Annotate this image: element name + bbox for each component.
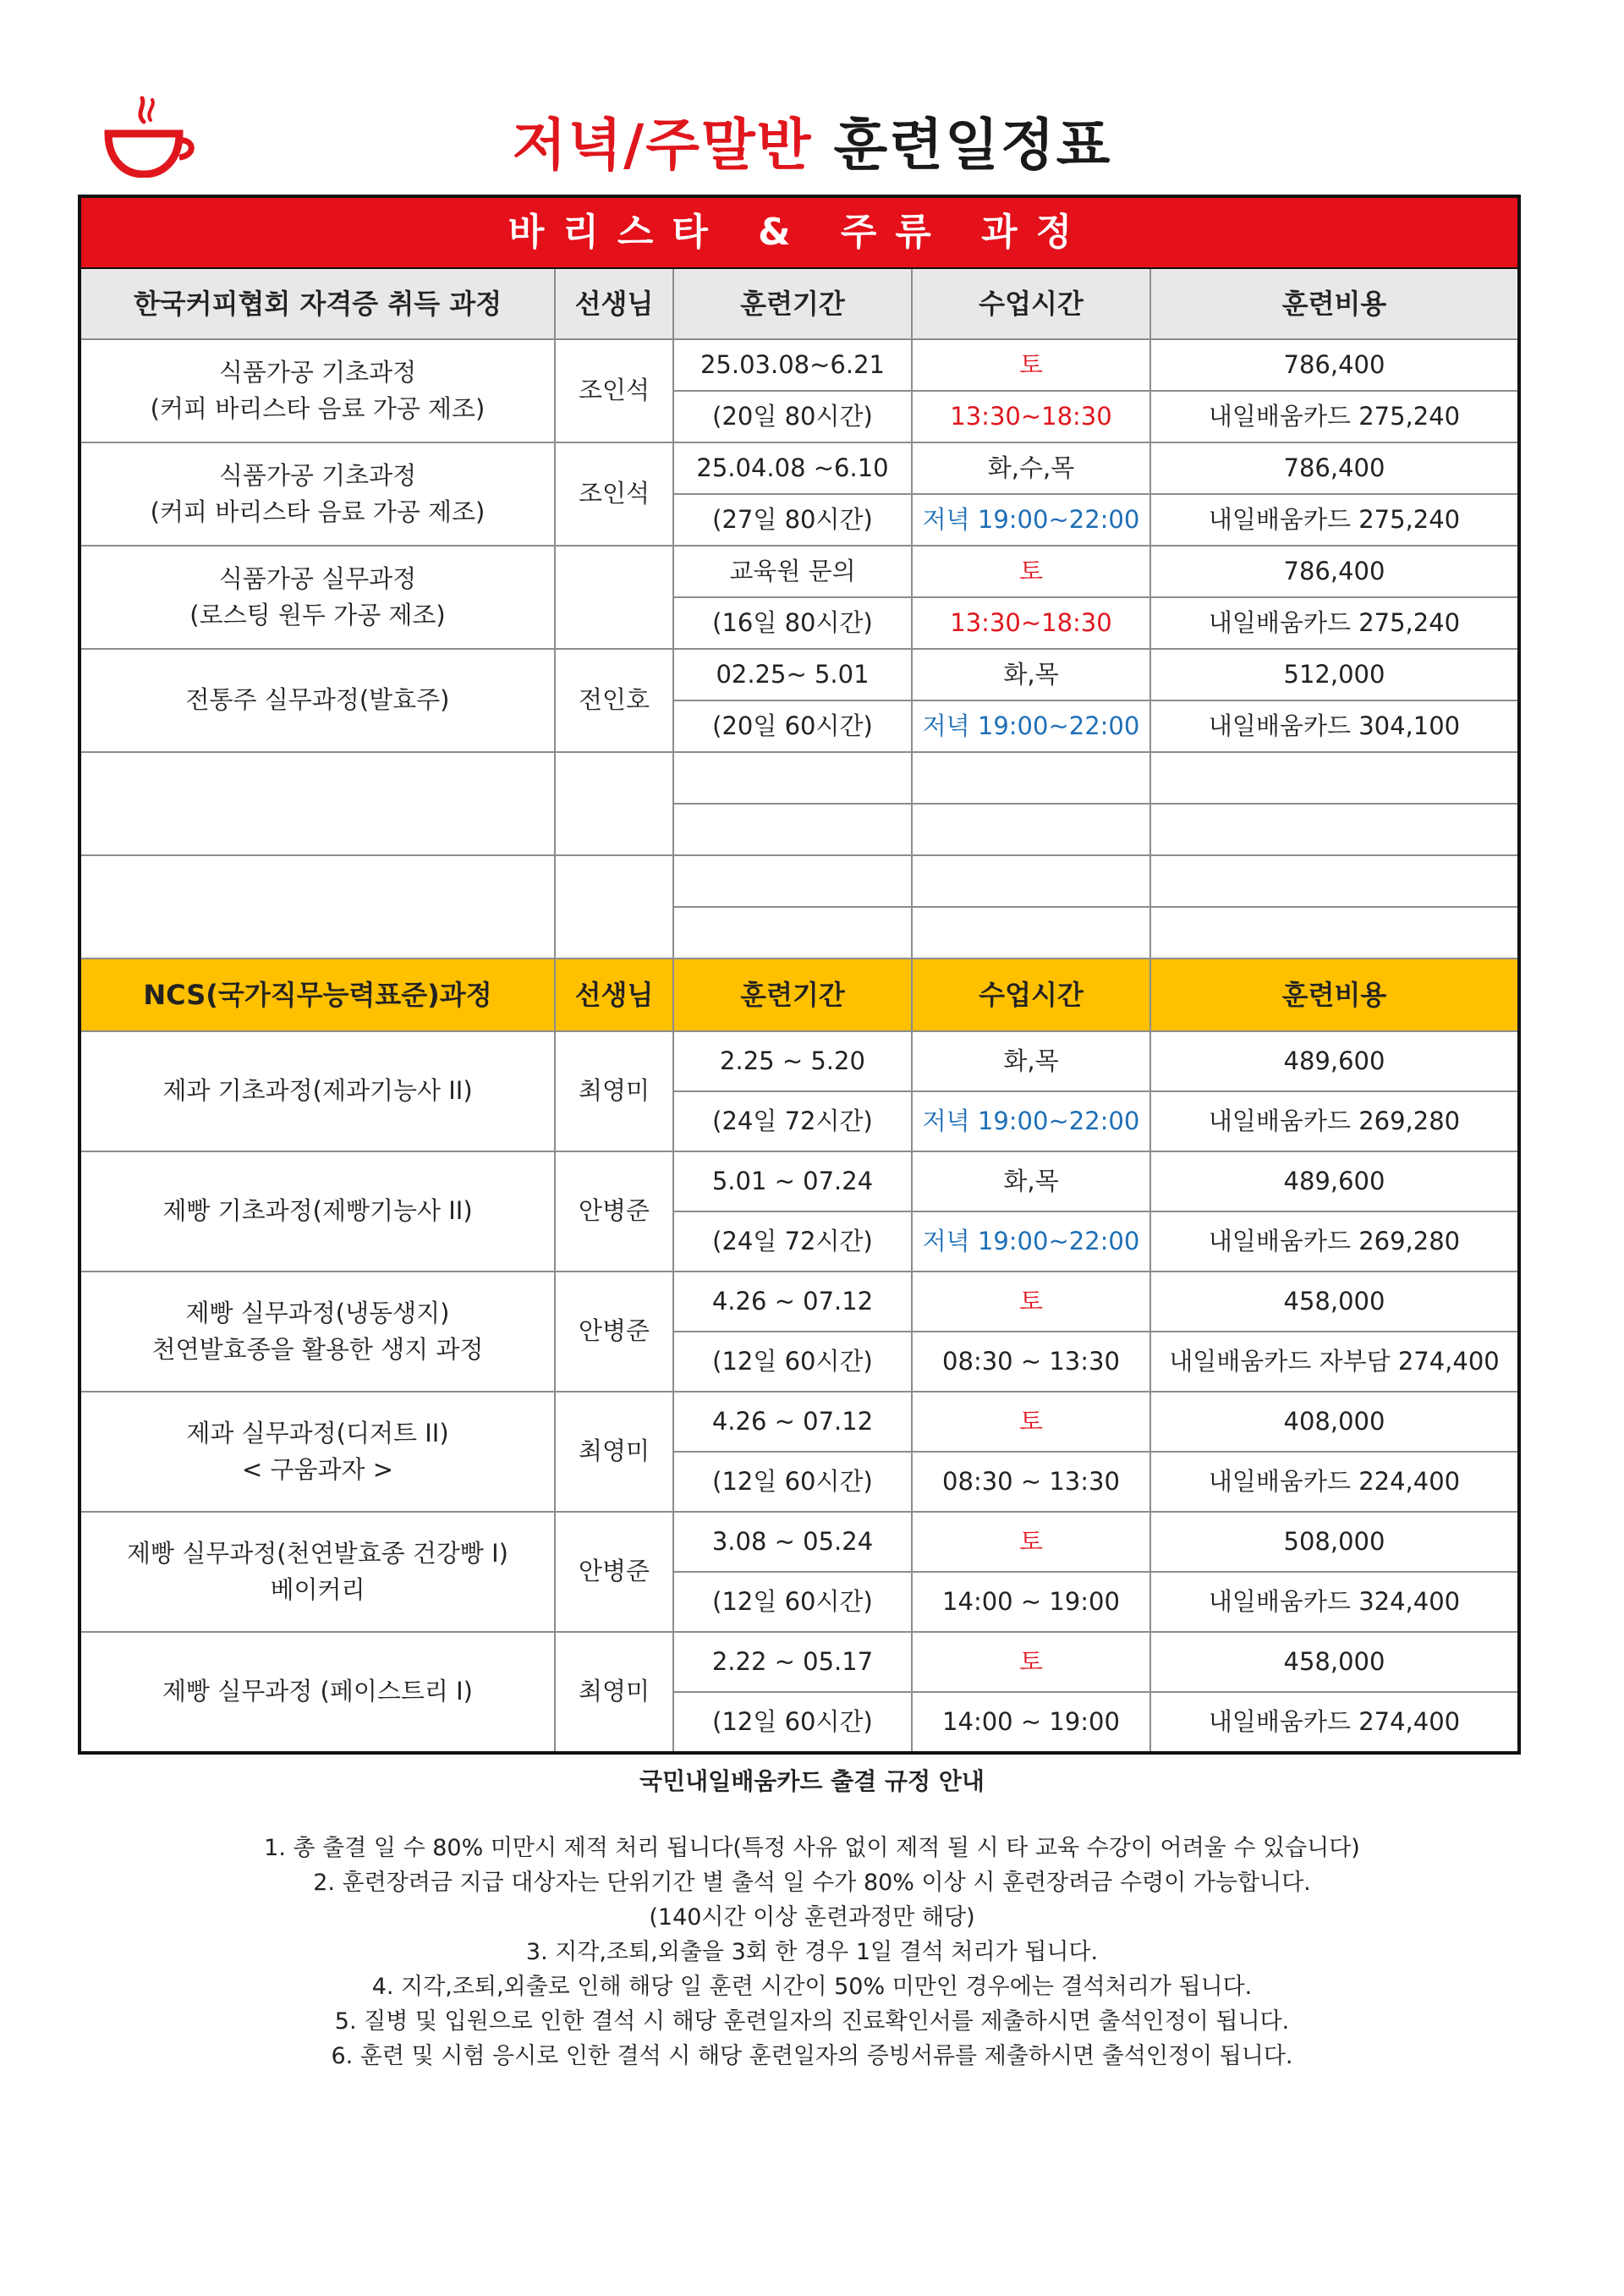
course-name: 식품가공 기초과정 (커피 바리스타 음료 가공 제조) — [80, 442, 555, 546]
teacher: 최영미 — [555, 1031, 673, 1151]
page-title — [0, 100, 1624, 180]
class-time: 14:00 ~ 19:00 — [912, 1692, 1150, 1753]
notice-item: 4. 지각,조퇴,외출로 인해 해당 일 훈련 시간이 50% 미만인 경우에는 결석처리가 됩니다. — [371, 1974, 1253, 2000]
notice-item: 3. 지각,조퇴,외출을 3회 한 경우 1일 결석 처리가 됩니다. — [525, 1939, 1099, 1965]
class-time: 13:30~18:30 — [912, 391, 1150, 442]
cost-total: 489,600 — [1150, 1031, 1519, 1091]
period-length: (20일 60시간) — [673, 700, 912, 752]
teacher: 최영미 — [555, 1632, 673, 1753]
notice-item: 2. 훈련장려금 지급 대상자는 단위기간 별 출석 일 수가 80% 이상 시 훈련장려금 수령이 가능합니다. — [313, 1870, 1311, 1896]
header-time: 수업시간 — [912, 268, 1150, 339]
section-banner — [80, 196, 1519, 268]
class-days: 토 — [912, 1272, 1150, 1332]
teacher: 전인호 — [555, 649, 673, 752]
table-row — [80, 442, 1519, 494]
class-days: 화,목 — [912, 649, 1150, 700]
teacher: 안병준 — [555, 1272, 673, 1392]
course-name: 식품가공 실무과정 (로스팅 원두 가공 제조) — [80, 546, 555, 649]
teacher — [555, 546, 673, 649]
class-days: 토 — [912, 1392, 1150, 1452]
teacher: 최영미 — [555, 1392, 673, 1512]
period-dates: 5.01 ~ 07.24 — [673, 1151, 912, 1211]
course-name: 제과 기초과정(제과기능사 II) — [80, 1031, 555, 1151]
period-length: (12일 60시간) — [673, 1692, 912, 1753]
cost-card: 내일배움카드 269,280 — [1150, 1091, 1519, 1151]
period-length: (27일 80시간) — [673, 494, 912, 546]
cost-card: 내일배움카드 275,240 — [1150, 494, 1519, 546]
cost-total: 489,600 — [1150, 1151, 1519, 1211]
table-row — [80, 1632, 1519, 1692]
course-name: 제과 실무과정(디저트 II) < 구움과자 > — [80, 1392, 555, 1512]
notice-item: 6. 훈련 및 시험 응시로 인한 결석 시 해당 훈련일자의 증빙서류를 제출하시면 출석인정이 됩니다. — [331, 2043, 1293, 2069]
header-time: 수업시간 — [912, 958, 1150, 1031]
teacher: 조인석 — [555, 339, 673, 442]
header-course: NCS(국가직무능력표준)과정 — [80, 958, 555, 1031]
cost-card: 내일배움카드 자부담 274,400 — [1150, 1332, 1519, 1392]
empty-row — [80, 855, 1519, 907]
class-time: 저녁 19:00~22:00 — [912, 494, 1150, 546]
notice-item: 5. 질병 및 입원으로 인한 결석 시 해당 훈련일자의 진료확인서를 제출하시면 출석인정이 됩니다. — [334, 2008, 1290, 2035]
class-time: 08:30 ~ 13:30 — [912, 1452, 1150, 1512]
cost-total: 458,000 — [1150, 1272, 1519, 1332]
header-teacher: 선생님 — [555, 268, 673, 339]
cost-total: 786,400 — [1150, 442, 1519, 494]
cost-card: 내일배움카드 324,400 — [1150, 1572, 1519, 1632]
period-dates: 25.03.08~6.21 — [673, 339, 912, 391]
class-time: 13:30~18:30 — [912, 597, 1150, 649]
period-dates: 02.25~ 5.01 — [673, 649, 912, 700]
class-days: 화,목 — [912, 1151, 1150, 1211]
cost-card: 내일배움카드 274,400 — [1150, 1692, 1519, 1753]
class-days: 토 — [912, 546, 1150, 597]
class-days: 화,수,목 — [912, 442, 1150, 494]
section1-header-row — [80, 268, 1519, 339]
cost-card: 내일배움카드 275,240 — [1150, 391, 1519, 442]
table-row — [80, 1031, 1519, 1091]
notice-title: 국민내일배움카드 출결 규정 안내 — [639, 1767, 985, 1795]
period-length: (12일 60시간) — [673, 1452, 912, 1512]
teacher: 조인석 — [555, 442, 673, 546]
cost-card: 내일배움카드 269,280 — [1150, 1211, 1519, 1272]
cost-total: 786,400 — [1150, 546, 1519, 597]
course-name: 식품가공 기초과정 (커피 바리스타 음료 가공 제조) — [80, 339, 555, 442]
header-period: 훈련기간 — [673, 958, 912, 1031]
class-days: 토 — [912, 1632, 1150, 1692]
table-row — [80, 1512, 1519, 1572]
cost-card: 내일배움카드 275,240 — [1150, 597, 1519, 649]
period-dates: 4.26 ~ 07.12 — [673, 1272, 912, 1332]
period-length: (12일 60시간) — [673, 1332, 912, 1392]
course-name: 제빵 기초과정(제빵기능사 II) — [80, 1151, 555, 1272]
schedule-table — [78, 195, 1521, 1755]
table-row — [80, 546, 1519, 597]
table-row — [80, 1272, 1519, 1332]
course-name: 제빵 실무과정(냉동생지) 천연발효종을 활용한 생지 과정 — [80, 1272, 555, 1392]
period-length: (24일 72시간) — [673, 1091, 912, 1151]
cost-total: 408,000 — [1150, 1392, 1519, 1452]
header-period: 훈련기간 — [673, 268, 912, 339]
table-row — [80, 649, 1519, 700]
section2-header-row — [80, 958, 1519, 1031]
cost-total: 512,000 — [1150, 649, 1519, 700]
period-dates: 교육원 문의 — [673, 546, 912, 597]
banner-title: 바리스타 & 주류 과정 — [80, 196, 1519, 268]
notice-list — [0, 1831, 1624, 2074]
period-dates: 2.25 ~ 5.20 — [673, 1031, 912, 1091]
class-time: 저녁 19:00~22:00 — [912, 1211, 1150, 1272]
cost-total: 458,000 — [1150, 1632, 1519, 1692]
period-length: (12일 60시간) — [673, 1572, 912, 1632]
table-row — [80, 1392, 1519, 1452]
header-teacher: 선생님 — [555, 958, 673, 1031]
table-row — [80, 339, 1519, 391]
header-cost: 훈련비용 — [1150, 958, 1519, 1031]
class-time: 저녁 19:00~22:00 — [912, 700, 1150, 752]
notice-item: (140시간 이상 훈련과정만 해당) — [649, 1904, 975, 1931]
class-time: 14:00 ~ 19:00 — [912, 1572, 1150, 1632]
class-days: 토 — [912, 1512, 1150, 1572]
header-cost: 훈련비용 — [1150, 268, 1519, 339]
header-course: 한국커피협회 자격증 취득 과정 — [80, 268, 555, 339]
course-name: 제빵 실무과정 (페이스트리 I) — [80, 1632, 555, 1753]
course-name: 제빵 실무과정(천연발효종 건강빵 I) 베이커리 — [80, 1512, 555, 1632]
period-length: (16일 80시간) — [673, 597, 912, 649]
class-days: 토 — [912, 339, 1150, 391]
title-main: 훈련일정표 — [833, 113, 1112, 178]
cost-total: 786,400 — [1150, 339, 1519, 391]
period-length: (24일 72시간) — [673, 1211, 912, 1272]
empty-row — [80, 752, 1519, 804]
period-dates: 3.08 ~ 05.24 — [673, 1512, 912, 1572]
teacher: 안병준 — [555, 1512, 673, 1632]
notice-item: 1. 총 출결 일 수 80% 미만시 제적 처리 됩니다(특정 사유 없이 제적 될 시 타 교육 수강이 어려울 수 있습니다) — [264, 1835, 1360, 1861]
cost-card: 내일배움카드 224,400 — [1150, 1452, 1519, 1512]
period-length: (20일 80시간) — [673, 391, 912, 442]
title-highlight: 저녁/주말반 — [512, 113, 813, 178]
teacher: 안병준 — [555, 1151, 673, 1272]
class-time: 저녁 19:00~22:00 — [912, 1091, 1150, 1151]
class-days: 화,목 — [912, 1031, 1150, 1091]
table-row — [80, 1151, 1519, 1211]
cost-card: 내일배움카드 304,100 — [1150, 700, 1519, 752]
period-dates: 25.04.08 ~6.10 — [673, 442, 912, 494]
course-name: 전통주 실무과정(발효주) — [80, 649, 555, 752]
period-dates: 2.22 ~ 05.17 — [673, 1632, 912, 1692]
class-time: 08:30 ~ 13:30 — [912, 1332, 1150, 1392]
cost-total: 508,000 — [1150, 1512, 1519, 1572]
period-dates: 4.26 ~ 07.12 — [673, 1392, 912, 1452]
